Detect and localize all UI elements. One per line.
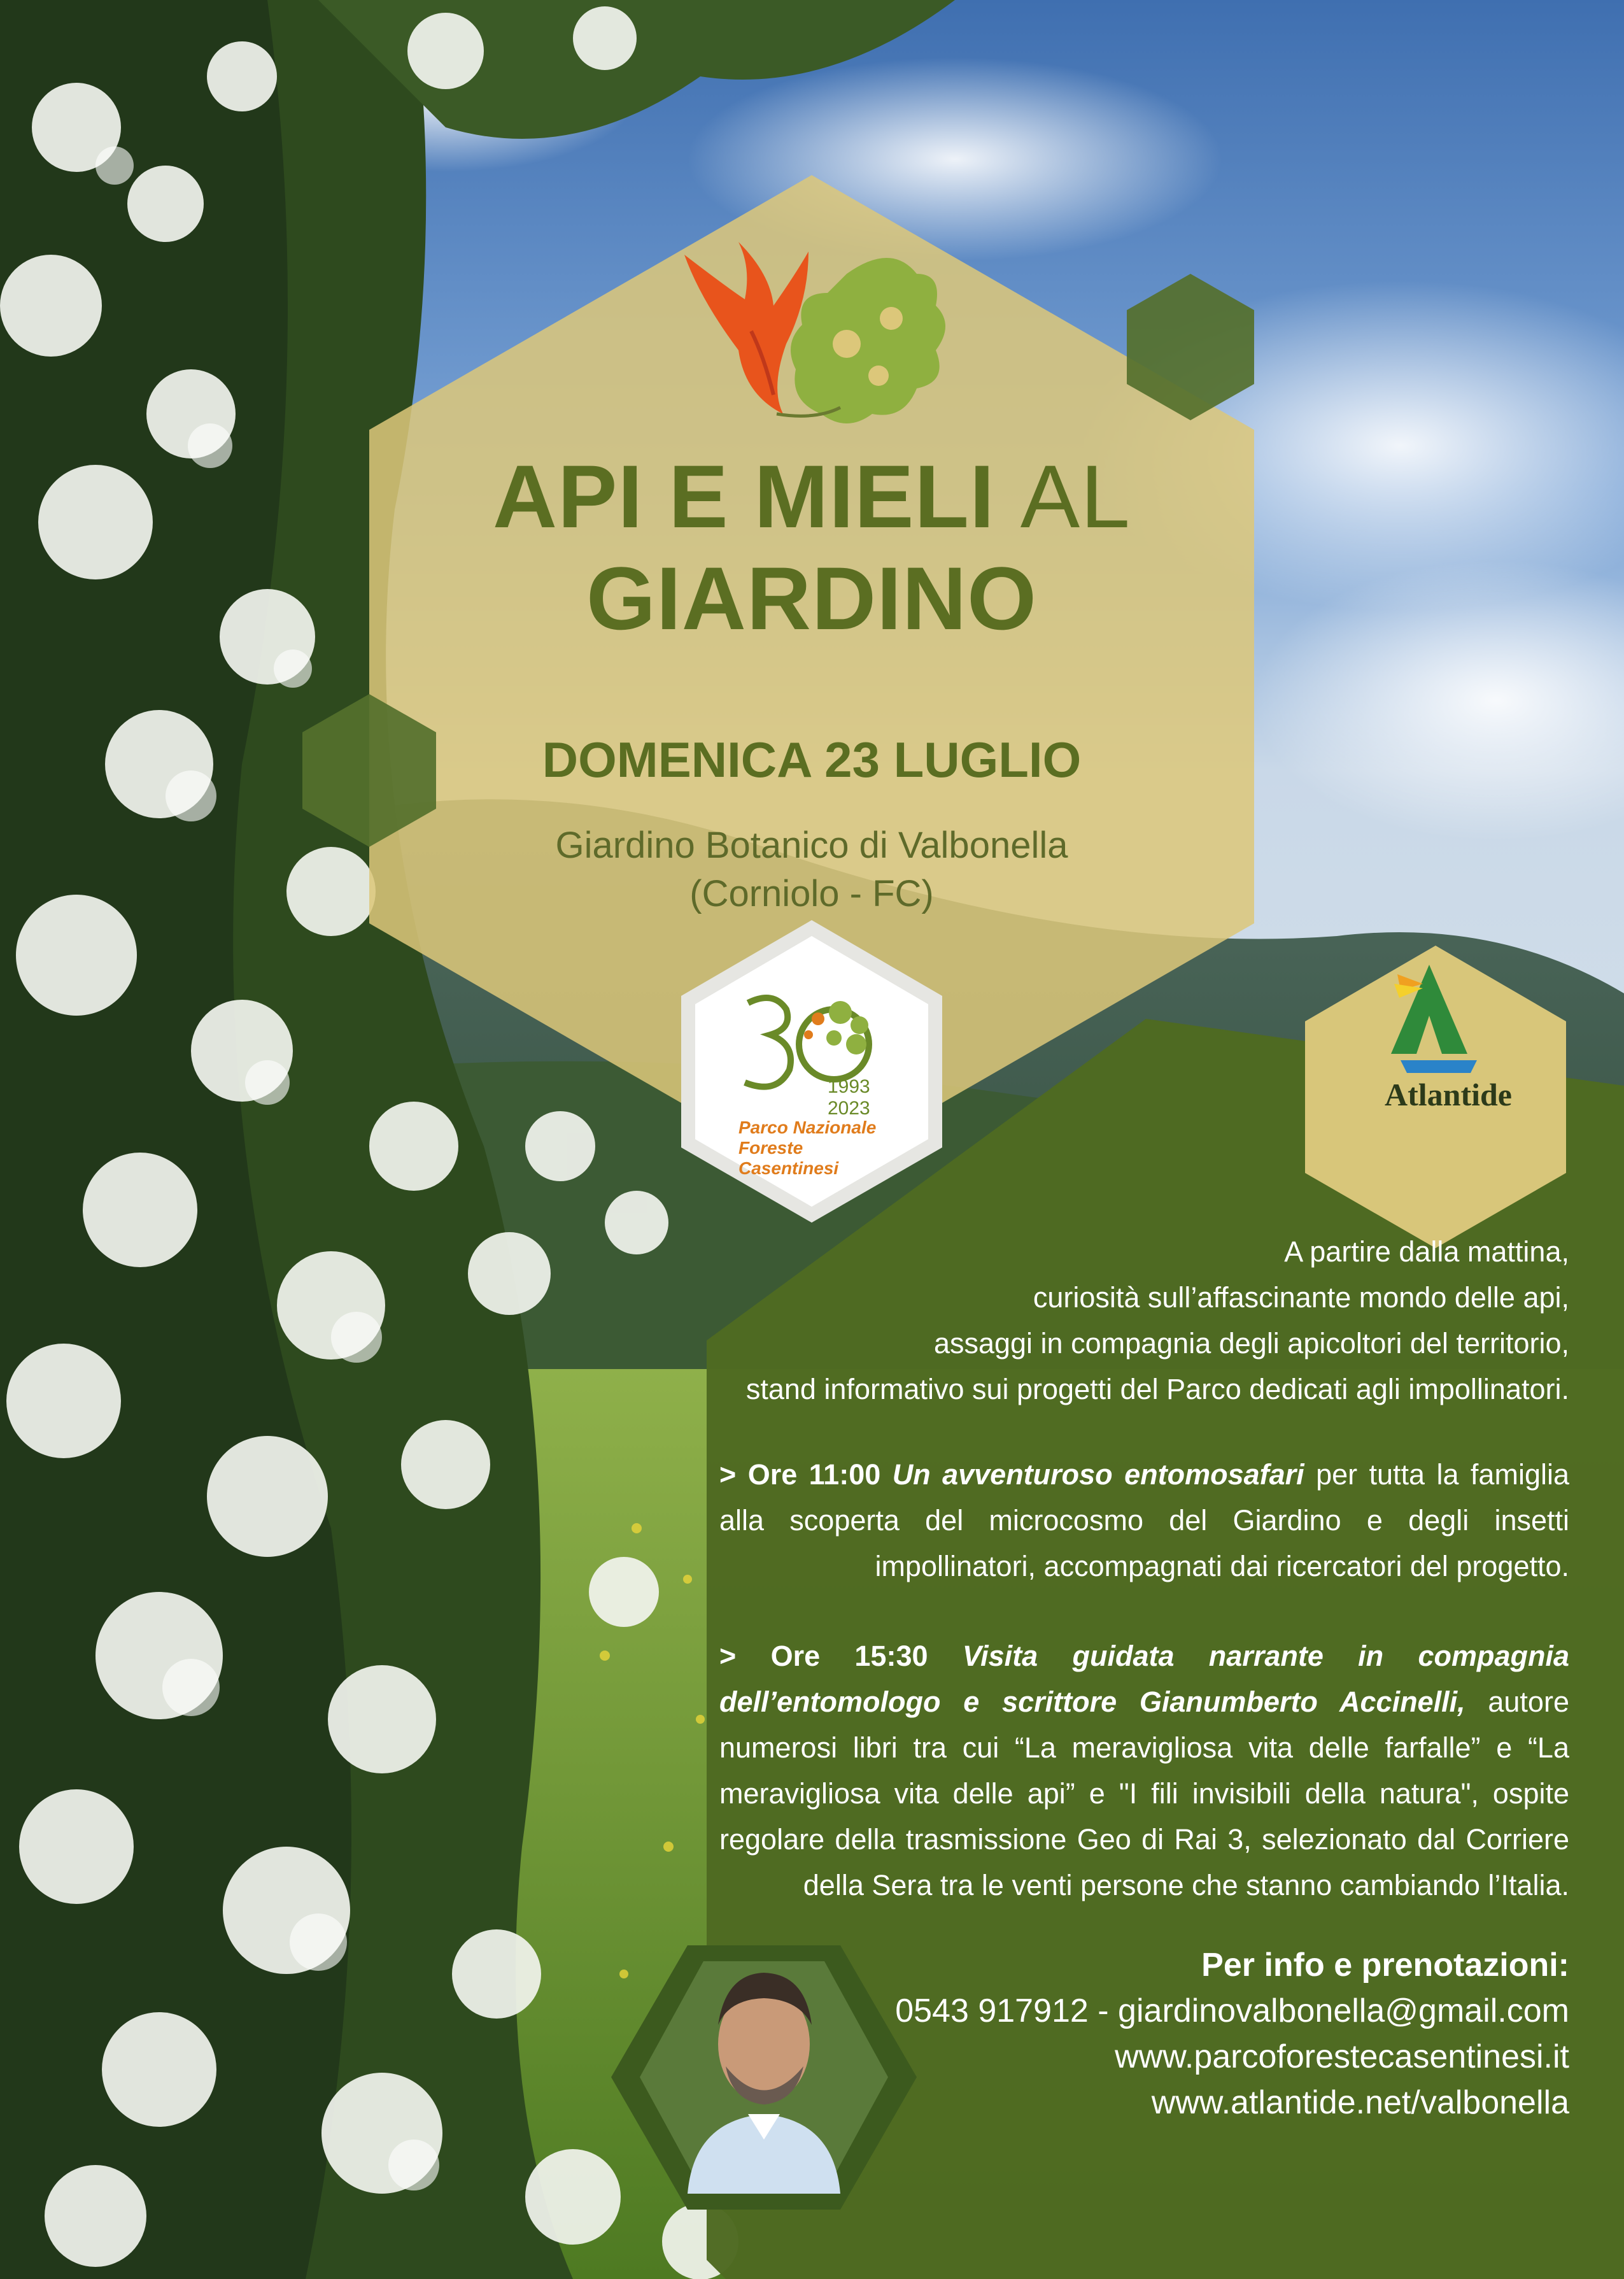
event-title: [382, 446, 1241, 650]
title-light: AL: [1020, 446, 1131, 546]
program-text: per tutta la famiglia alla scoperta del microcosmo del Giardino e degli insetti impollinatori, accompagnati dai ricercatori del progetto.: [719, 1458, 1569, 1582]
program-time: > Ore 11:00: [719, 1458, 881, 1491]
org-line2: Foreste Casentinesi: [738, 1138, 839, 1178]
title-bold: API E MIELI: [492, 446, 995, 546]
intro-line: stand informativo sui progetti del Parco dedicati agli impollinatori.: [745, 1373, 1569, 1405]
program-title: Visita guidata narrante in compagnia dell’entomologo e scrittore Gianumberto Accinelli,: [719, 1640, 1569, 1718]
event-venue: [382, 821, 1241, 918]
program-text: autore numerosi libri tra cui “La meravigliosa vita delle farfalle” e “La meravigliosa vita delle api” e "I fili invisibili della natura", ospite regolare della trasmissione Geo di Rai 3, selezionato dal Corriere della Sera tra le venti persone che stanno cambiando l’Italia.: [719, 1686, 1569, 1901]
intro-block: [719, 1229, 1569, 1412]
contact-block: [719, 1942, 1569, 2126]
intro-line: assaggi in compagnia degli apicoltori del territorio,: [933, 1327, 1569, 1360]
program-title: Un avventuroso entomosafari: [892, 1458, 1304, 1491]
contact-phone-email[interactable]: 0543 917912 - giardinovalbonella@gmail.com: [895, 1992, 1569, 2029]
venue-line2: (Corniolo - FC): [689, 873, 934, 914]
contact-heading: Per info e prenotazioni:: [1201, 1947, 1569, 1984]
intro-line: A partire dalla mattina,: [1284, 1235, 1569, 1268]
years-start: 1993: [828, 1076, 870, 1097]
anniversary-org: [738, 1118, 904, 1179]
program-time: > Ore 15:30: [719, 1640, 928, 1672]
years-end: 2023: [828, 1098, 870, 1119]
contact-website-2[interactable]: www.atlantide.net/valbonella: [1151, 2084, 1569, 2121]
anniversary-years: [828, 1076, 904, 1119]
title-line2: GIARDINO: [586, 548, 1037, 648]
venue-line1: Giardino Botanico di Valbonella: [555, 825, 1068, 866]
org-line1: Parco Nazionale: [738, 1118, 877, 1137]
program-item-1: [719, 1452, 1569, 1589]
event-date: DOMENICA 23 LUGLIO: [542, 732, 1082, 788]
intro-line: curiosità sull’affascinante mondo delle api,: [1033, 1281, 1569, 1314]
program-item-2: [719, 1633, 1569, 1908]
contact-website-1[interactable]: www.parcoforestecasentinesi.it: [1115, 2038, 1569, 2075]
atlantide-wordmark: Atlantide: [1385, 1077, 1512, 1112]
